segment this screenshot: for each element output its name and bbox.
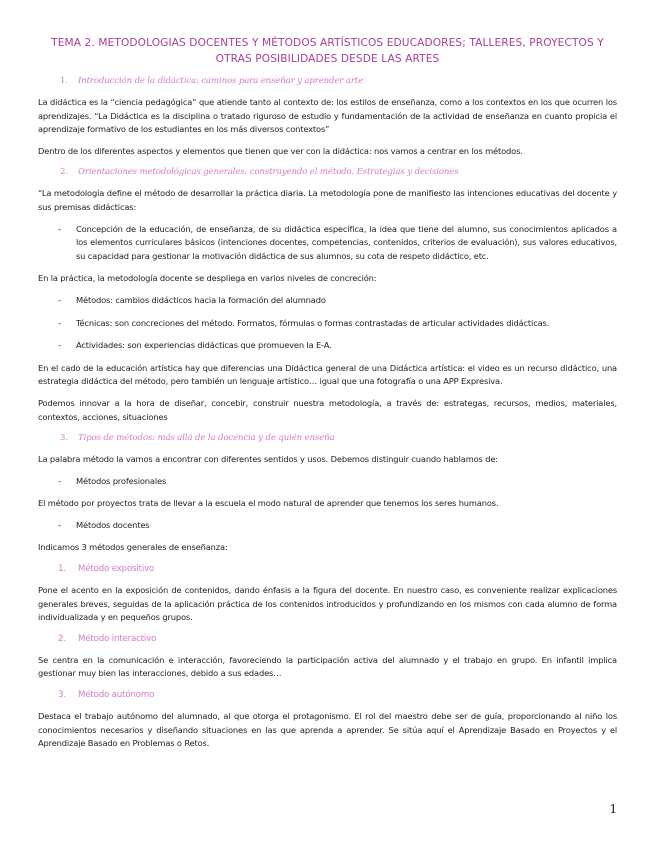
- page-number: 1: [609, 802, 617, 816]
- method-1-heading: [58, 563, 617, 576]
- section-1-title: Introducción de la didáctica: caminos para enseñar y aprender arte: [78, 76, 364, 86]
- section-3-paragraph-2: El método por proyectos trata de llevar a la escuela el modo natural de aprender que tenemos los seres humanos.: [38, 498, 499, 509]
- method-1-title: Método expositivo: [78, 564, 155, 575]
- section-2-number: 2.: [60, 167, 68, 178]
- section-2-title: Orientaciones metodológicas generales: construyendo el método. Estrategias y decisiones: [78, 167, 459, 178]
- section-1-paragraph-2: Dentro de los diferentes aspectos y elementos que tienen que ver con la didáctica: nos vamos a centrar en los métodos.: [38, 145, 523, 156]
- bullet-dash: -: [58, 317, 61, 328]
- bullet-text: Concepción de la educación, de enseñanza, de su didáctica específica, la idea que tiene del alumno, sus conocimientos aplicados a los elementos curriculares básicos (intenciones docentes, competencias, contenidos, criterios de evaluación), sus valores educativos, su capacidad para gestionar la motivación didáctica de sus alumnos, su cota de respeto didáctico, etc.: [76, 223, 617, 261]
- method-3-number: 3.: [58, 690, 66, 701]
- bullet-item: [38, 519, 617, 533]
- section-3-number: 3.: [60, 433, 68, 444]
- bullet-text: Técnicas: son concreciones del método. Formatos, fórmulas o formas contrastadas de articular actividades didácticas.: [76, 317, 550, 328]
- document-title: TEMA 2. METODOLOGIAS DOCENTES Y MÉTODOS ARTÍSTICOS EDUCADORES; TALLERES, PROYECTOS Y OTRAS POSIBILIDADES DESDE LAS ARTES: [51, 37, 604, 65]
- bullet-text: Métodos profesionales: [76, 475, 167, 486]
- method-3-heading: [58, 689, 617, 702]
- section-2-paragraph-3: En el cado de la educación artística hay que diferencias una Didáctica general de una Didáctica artística: el video es un recurso didáctico, una estrategia didáctica del método, pero también un lenguaje artístico… igual que una fotografía o una APP Expresiva.: [38, 362, 617, 387]
- method-2-title: Método interactivo: [78, 633, 157, 644]
- bullet-dash: -: [58, 340, 61, 351]
- bullet-dash: -: [58, 519, 61, 530]
- method-1-number: 1.: [58, 564, 66, 575]
- section-3-heading: [60, 432, 617, 445]
- bullet-item: [38, 475, 617, 489]
- bullet-text: Métodos docentes: [76, 519, 150, 530]
- bullet-item: [38, 223, 617, 264]
- bullet-text: Actividades: son experiencias didácticas que promueven la E-A.: [76, 340, 332, 351]
- bullet-dash: -: [58, 294, 61, 305]
- bullet-item: [38, 294, 617, 308]
- bullet-item: [38, 339, 617, 353]
- section-2-paragraph-2: En la práctica, la metodología docente se despliega en varios niveles de concreción:: [38, 273, 377, 284]
- method-3-text: Destaca el trabajo autónomo del alumnado, al que otorga el protagonismo. El rol del maestro debe ser de guía, proporcionando al niño los conocimientos necesarios y diseñando situaciones en las que aprenda a aprender. Se sitúa aquí el Aprendizaje Basado en Proyectos y el Aprendizaje Basado en Problemas o Retos.: [38, 711, 617, 749]
- section-1-number: 1.: [60, 76, 68, 86]
- bullet-text: Métodos: cambios didácticos hacia la formación del alumnado: [76, 294, 326, 305]
- section-3-paragraph-3: Indicamos 3 métodos generales de enseñanza:: [38, 542, 228, 553]
- section-2-heading: [60, 166, 617, 179]
- section-3-paragraph-1: La palabra método la vamos a encontrar con diferentes sentidos y usos. Debemos distinguir cuando hablamos de:: [38, 454, 498, 465]
- section-2-paragraph-4: Podemos innovar a la hora de diseñar, concebir, construir nuestra metodología, a través de: estrategas, recursos, medios, materiales, contextos, acciones, situaciones: [38, 397, 617, 422]
- bullet-dash: -: [58, 223, 61, 234]
- section-1-paragraph-1: La didáctica es la “ciencia pedagógica” que atiende tanto al contexto de: los estilos de enseñanza, como a los contextos en los que ocurren los aprendizajes. “La Didáctica es la disciplina o tratado riguroso de estudio y fundamentación de la actividad de enseñanza en cuanto propicia el aprendizaje formativo de los estudiantes en los más diversos contextos”: [38, 97, 617, 135]
- section-1-heading: [60, 75, 617, 88]
- document-body: [38, 36, 617, 759]
- method-2-text: Se centra en la comunicación e interacción, favoreciendo la participación activa del alumnado y el trabajo en grupo. En infantil implica gestionar muy bien las interacciones, debido a sus edades…: [38, 654, 617, 679]
- method-2-number: 2.: [58, 633, 66, 644]
- section-3-title: Tipos de métodos: más allá de la docencia y de quién enseña: [78, 433, 335, 444]
- bullet-item: [38, 317, 617, 331]
- method-2-heading: [58, 633, 617, 646]
- method-1-text: Pone el acento en la exposición de contenidos, dando énfasis a la figura del docente. En nuestro caso, es conveniente realizar explicaciones generales breves, seguidas de la aplicación práctica de los contenidos introducidos y profundizando en los mismos con cada alumno de forma individualizada y en pequeños grupos.: [38, 585, 617, 623]
- section-2-paragraph-1: “La metodología define el método de desarrollar la práctica diaria. La metodología pone de manifiesto las intenciones educativas del docente y sus premisas didácticas:: [38, 188, 617, 212]
- bullet-dash: -: [58, 475, 61, 486]
- method-3-title: Método autónomo: [78, 690, 155, 701]
